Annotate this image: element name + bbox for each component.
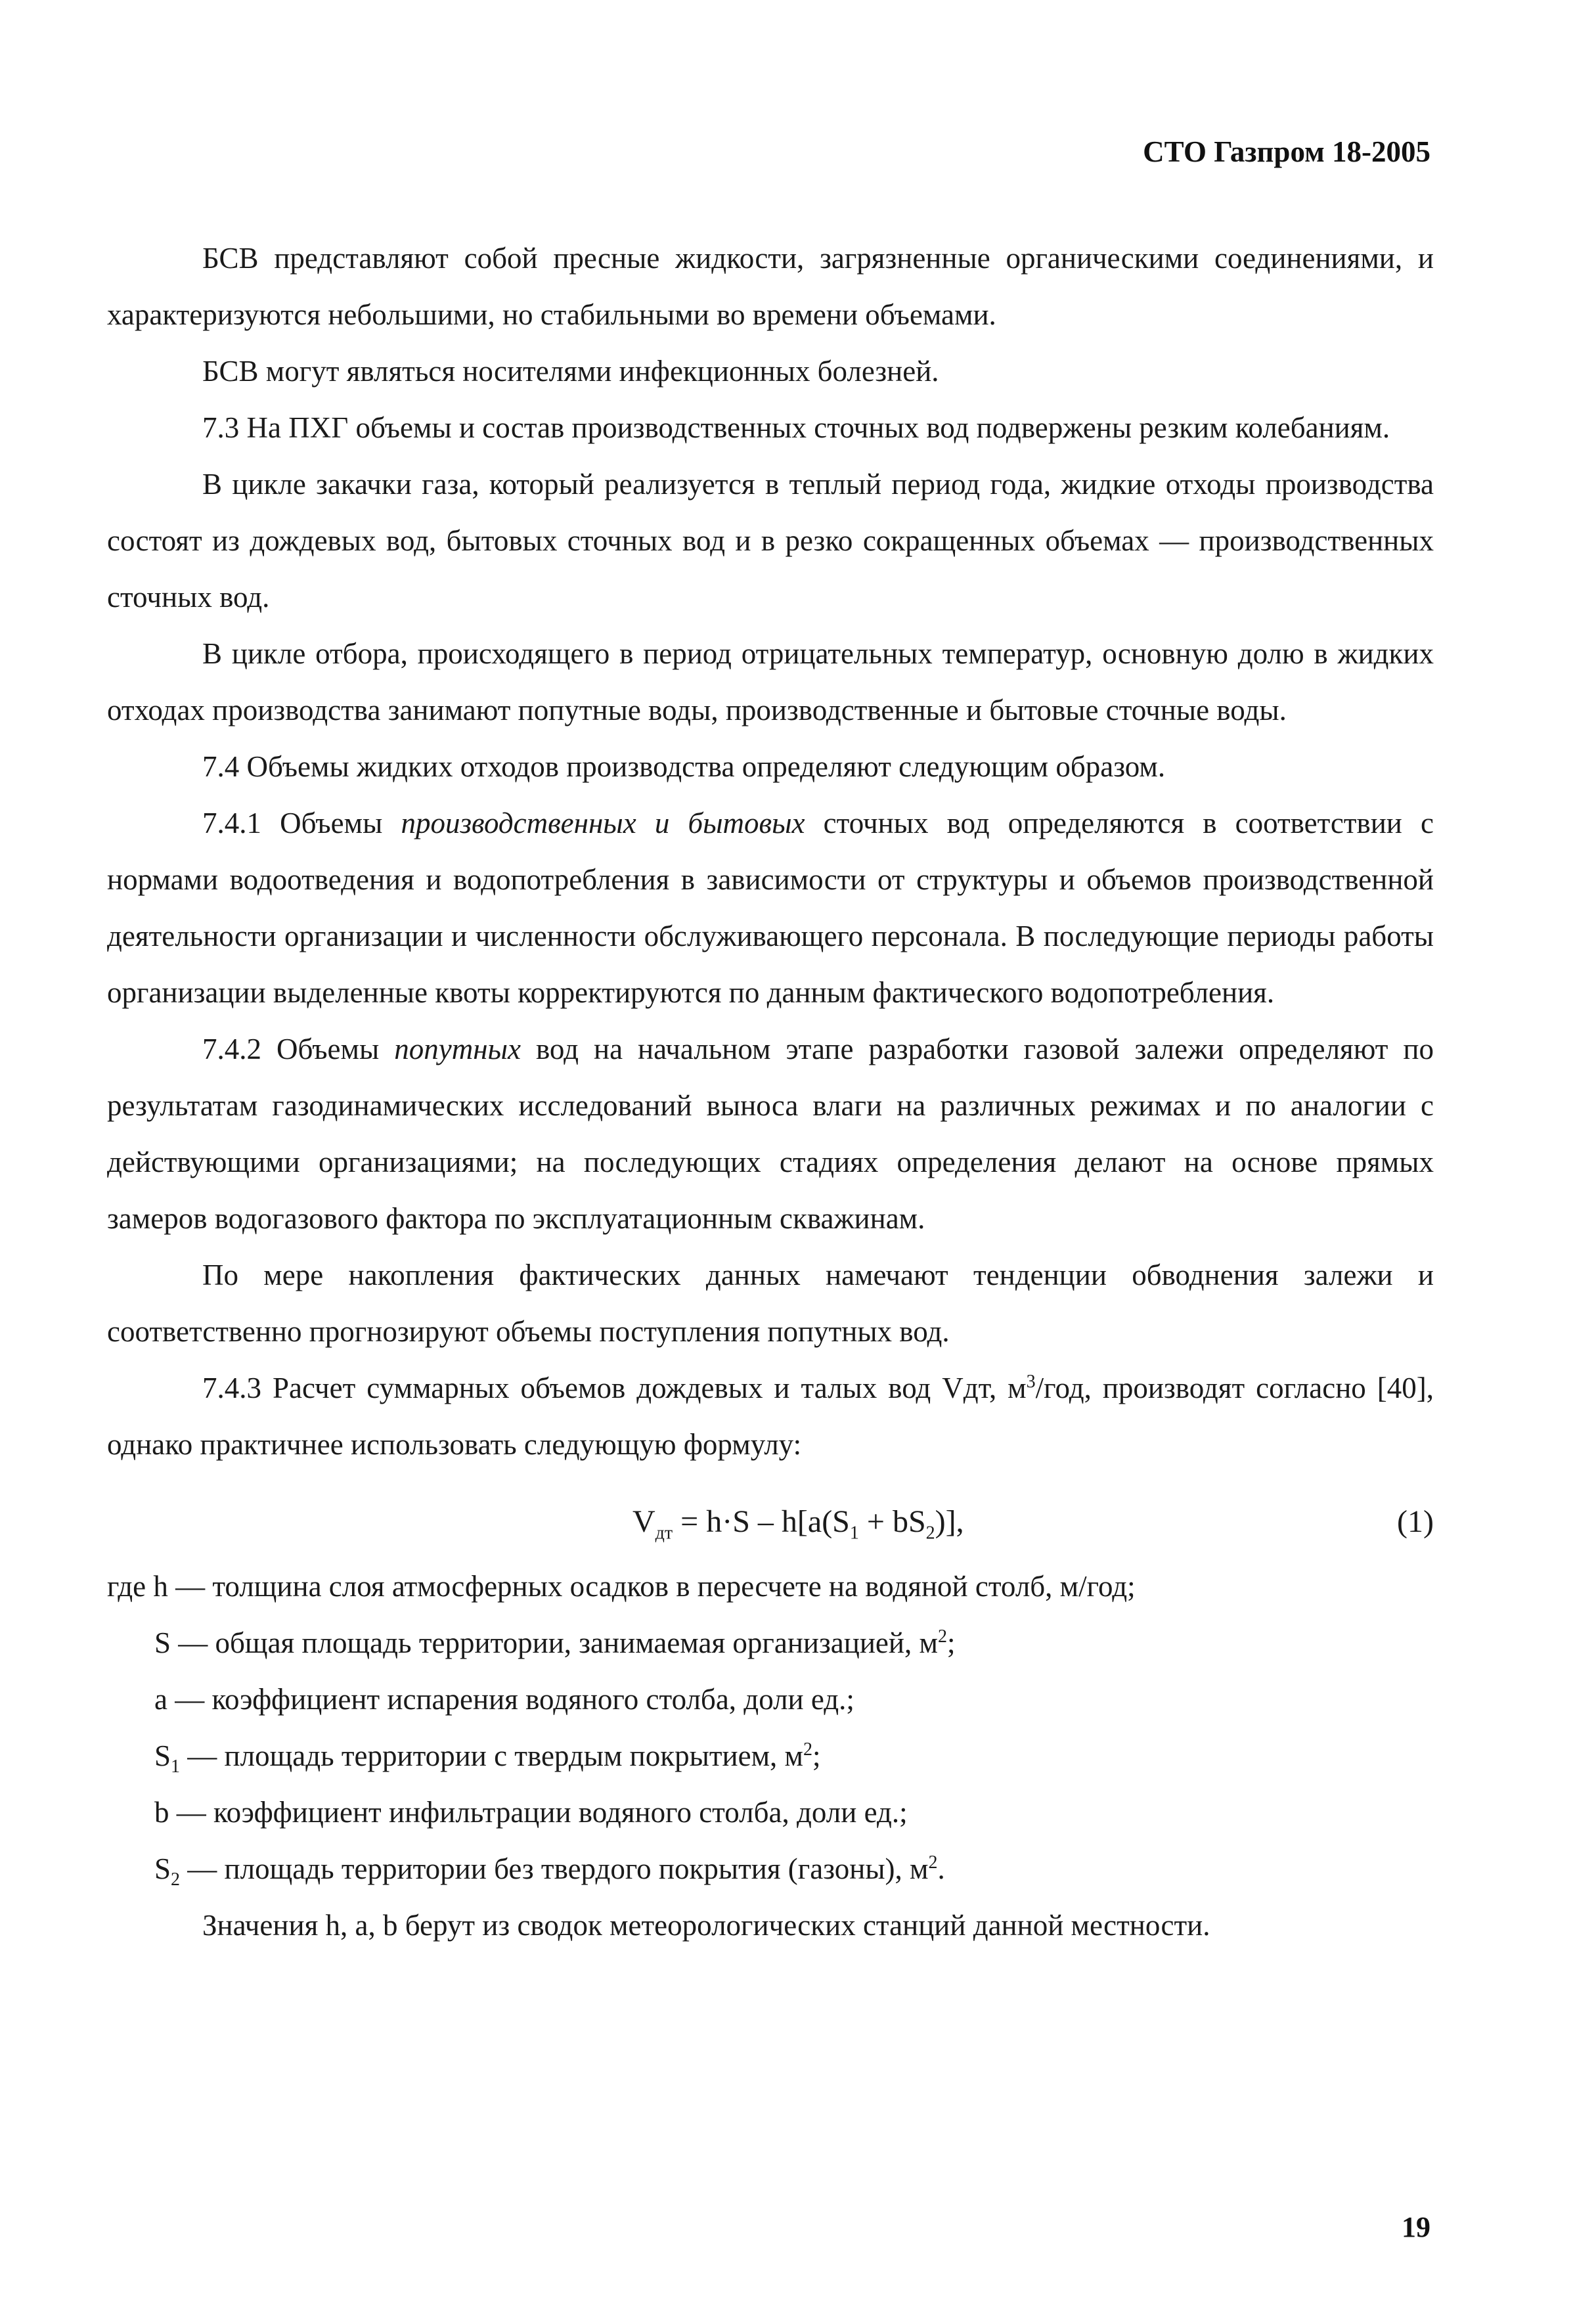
text-run: сточных вод определяются в соответствии с нормами водоотведения и водопотребления в зависимости от структуры и объемов производственной деятельности организации и численности обслуживающего персонала. В последующие периоды работы организации выделенные квоты корректируются по данным фактического водопотребления. (107, 807, 1434, 1009)
text-run: . (937, 1852, 945, 1885)
superscript: 3 (1026, 1372, 1036, 1392)
text-run: S — общая площадь территории, занимаемая организацией, м (154, 1626, 938, 1659)
paragraph-section-7-3: 7.3 На ПХГ объемы и состав производственных сточных вод подвержены резким колебаниям. (202, 411, 1390, 444)
paragraph-section-7-4-2 (107, 1021, 1434, 1247)
text-run: 7.4.1 Объемы (202, 807, 401, 839)
text-run: — площадь территории без твердого покрытия (газоны), м (180, 1852, 929, 1885)
paragraph-section-7-4-3 (107, 1360, 1434, 1473)
definition-h: где h — толщина слоя атмосферных осадков в пересчете на водяной столб, м/год; (107, 1570, 1136, 1603)
formula-part: )], (935, 1504, 964, 1539)
formula-lhs-subscript: дт (655, 1523, 673, 1544)
formula-subscript: 1 (849, 1523, 859, 1544)
formula-subscript: 2 (925, 1523, 935, 1544)
definition-s1 (107, 1728, 1434, 1784)
formula-part: + bS (858, 1504, 926, 1539)
text-run: 7.4.3 Расчет суммарных объемов дождевых и талых вод Vдт, м (202, 1372, 1027, 1404)
formula-part: = h·S – h[a(S (673, 1504, 850, 1539)
paragraph-section-7-4: 7.4 Объемы жидких отходов производства определяют следующим образом. (202, 750, 1166, 783)
superscript: 2 (803, 1739, 813, 1760)
subscript: 1 (171, 1756, 181, 1777)
paragraph-withdrawal-cycle: В цикле отбора, происходящего в период отрицательных температур, основную долю в жидких отходах производства занимают попутные воды, производственные и бытовые сточные воды. (107, 637, 1434, 726)
text-run: S (154, 1852, 171, 1885)
definition-s (107, 1615, 1434, 1671)
paragraph-bsv-infection: БСВ могут являться носителями инфекционных болезней. (202, 355, 939, 388)
formula-1 (107, 1485, 1434, 1558)
emphasis-text: попутных (394, 1033, 521, 1065)
text-run: вод на начальном этапе разработки газовой залежи определяют по результатам газодинамических исследований выноса влаги на различных режимах и по аналогии с действующими организациями; на последующих стадиях определения делают на основе прямых замеров водогазового фактора по эксплуатационным скважинам. (107, 1033, 1434, 1235)
paragraph-section-7-4-1 (107, 795, 1434, 1021)
emphasis-text: производственных и бытовых (401, 807, 805, 839)
definition-b: b — коэффициент инфильтрации водяного столба, доли ед.; (154, 1796, 908, 1829)
superscript: 2 (937, 1626, 947, 1647)
paragraph-bsv-description: БСВ представляют собой пресные жидкости, загрязненные органическими соединениями, и характеризуются небольшими, но стабильными во времени объемами. (107, 242, 1434, 331)
text-run: ; (946, 1626, 956, 1659)
text-run: S (154, 1739, 171, 1772)
definition-a: a — коэффициент испарения водяного столба, доли ед.; (154, 1683, 854, 1716)
superscript: 2 (928, 1852, 938, 1873)
document-body (107, 230, 1434, 1954)
document-id-header: СТО Газпром 18-2005 (1143, 135, 1430, 168)
formula-expression (632, 1494, 964, 1550)
text-run: 7.4.2 Объемы (202, 1033, 395, 1065)
paragraph-injection-cycle: В цикле закачки газа, который реализуется в теплый период года, жидкие отходы производства состоят из дождевых вод, бытовых сточных вод и в резко сокращенных объемах — производственных сточных вод. (107, 468, 1434, 614)
page-number: 19 (1402, 2211, 1430, 2243)
formula-number: (1) (1397, 1504, 1434, 1539)
formula-lhs: V (632, 1504, 655, 1539)
definition-s2 (107, 1841, 1434, 1897)
paragraph-accumulation: По мере накопления фактических данных намечают тенденции обводнения залежи и соответственно прогнозируют объемы поступления попутных вод. (107, 1259, 1434, 1348)
text-run: — площадь территории с твердым покрытием, м (180, 1739, 804, 1772)
text-run: /год, производят согласно [40], однако практичнее использовать следующую формулу: (107, 1372, 1434, 1461)
paragraph-closing: Значения h, a, b берут из сводок метеорологических станций данной местности. (202, 1909, 1210, 1942)
text-run: ; (812, 1739, 821, 1772)
subscript: 2 (171, 1869, 181, 1890)
